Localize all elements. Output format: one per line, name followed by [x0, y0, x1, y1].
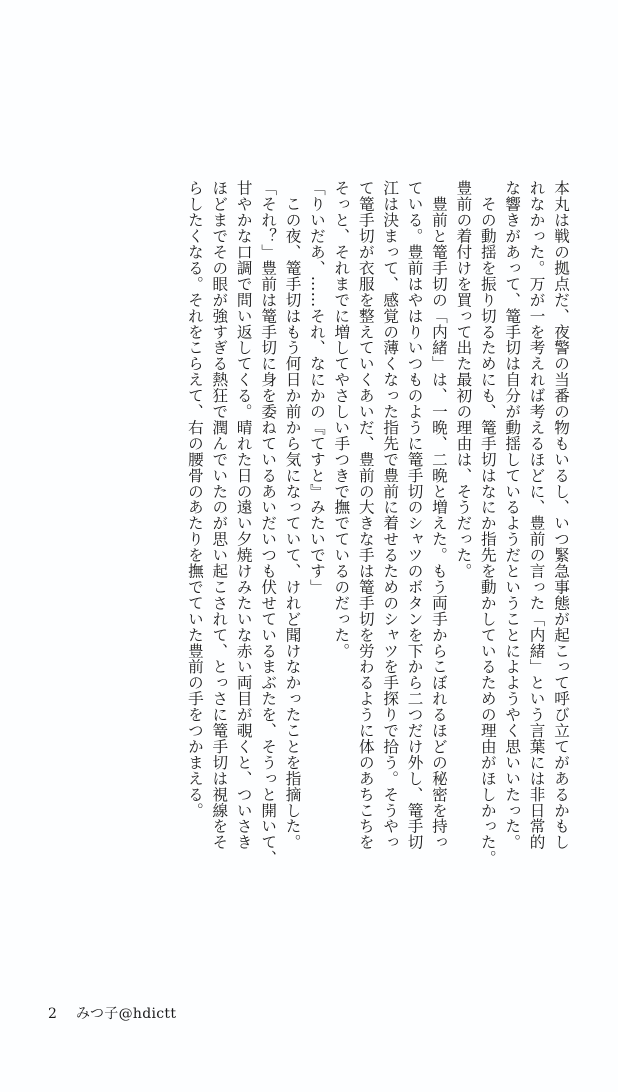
author-name: みつ子@hdictt [75, 1006, 177, 1022]
text-line: 「それ？」豊前は篭手切に身を委ねているあいだいつも伏せているまぶたを、そうっと開いて、 [259, 180, 278, 866]
page-footer [48, 1003, 176, 1023]
text-line: その動揺を振り切るためにも、篭手切はなにか指先を動かしているための理由がほしかった。 [478, 180, 497, 866]
text-line: な響きがあって、篭手切は自分が動揺しているようだということによようやく思いいたった。 [503, 180, 522, 850]
text-line: て篭手切が衣服を整えていくあいだ、豊前の大きな手は篭手切を労わるように体のあちこちを [356, 180, 375, 850]
text-line: 「りいだあ、……それ、なにかの『てすと』みたいです」 [307, 180, 326, 595]
page-number: 2 [48, 1006, 58, 1022]
body-text [33, 180, 573, 890]
text-line: 豊前の着付けを買って出た最初の理由は、そうだった。 [454, 180, 473, 579]
text-line: れなかった。万が一を考えれば考えるほどに、豊前の言った「内緒」という言葉には非日常的 [527, 180, 546, 850]
text-line: ている。豊前はやはりいつものように篭手切のシャツのボタンを下から二つだけ外し、篭手切 [405, 180, 424, 850]
text-line: ほどまでその眼が強すぎる熱狂で潤んでいたのが思い起こされて、とっさに篭手切は視線をそ [210, 180, 229, 850]
text-line: この夜、篭手切はもう何日か前から気になっていて、けれど聞けなかったことを指摘した。 [283, 180, 302, 850]
text-line: 本丸は戦の拠点だ、夜警の当番の物もいるし、いつ緊急事態が起こって呼び立てがあるかもし [552, 180, 570, 850]
text-line: らしたくなる。それをこらえて、右の腰骨のあたりを撫でていた豊前の手をつかまえる。 [185, 180, 204, 818]
text-line: そっと、それまでに増してやさしい手つきで撫でているのだった。 [332, 180, 351, 659]
text-line: 江は決まって、感覚の薄くなった指先で豊前に着せるためのシャツを手探りで拾う。そうやっ [381, 180, 400, 850]
text-line: 甘やかな口調で問い返してくる。晴れた日の遠い夕焼けみたいな赤い両目が覗くと、ついさき [234, 180, 253, 850]
text-line: 豊前と篭手切の「内緒」は、一晩、二晩と増えた。もう両手からこぼれるほどの秘密を持っ [429, 180, 448, 850]
